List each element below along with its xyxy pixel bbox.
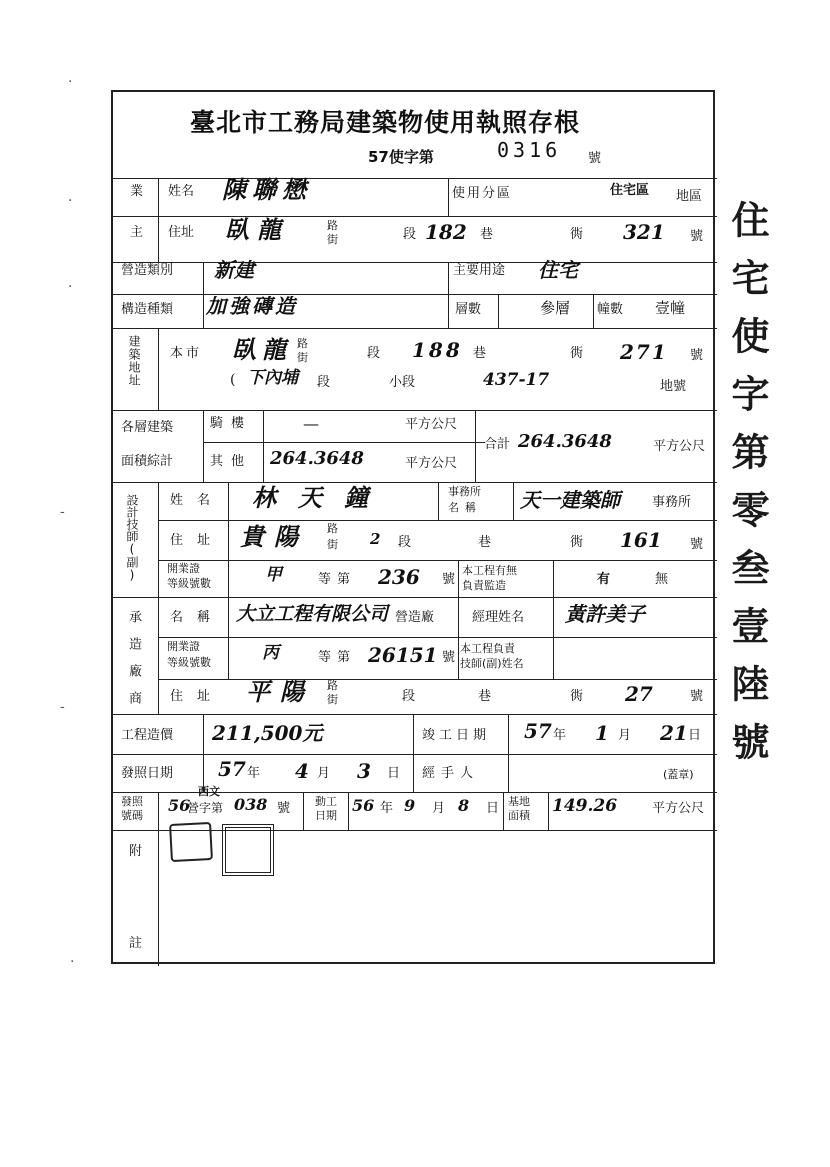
contractor-name-value: 大立工程有限公司 [236, 603, 389, 625]
contractor-license-label-2: 等級號數 [167, 656, 211, 669]
contractor-lane-label: 巷 [478, 689, 492, 704]
issue-month-label: 月 [317, 766, 331, 781]
issue-day-label: 日 [387, 766, 401, 781]
site-lot-value: 437-17 [483, 370, 550, 390]
owner-alley-label: 衖 [570, 227, 584, 242]
arcade-label: 騎樓 [210, 416, 253, 431]
zone-suffix: 地區 [676, 189, 703, 204]
scan-mark: - [60, 699, 65, 715]
start-month: 9 [404, 796, 416, 815]
owner-name-label: 姓名 [168, 184, 195, 199]
site-lane-value: 188 [412, 338, 463, 362]
seal-label: (蓋章) [663, 768, 694, 781]
designer-road-label: 路 [327, 522, 338, 535]
cost-value: 211,500元 [212, 721, 323, 745]
scan-mark: · [68, 193, 73, 209]
start-month-label: 月 [432, 801, 446, 816]
site-road-label: 路 [297, 337, 308, 350]
permit-note-value: 西文 [198, 785, 220, 798]
owner-name-value: 陳聯懋 [222, 175, 312, 204]
contractor-road-label: 路 [327, 679, 338, 692]
issue-year-label: 年 [247, 766, 261, 781]
issue-date-label: 發照日期 [121, 766, 174, 781]
start-year-label: 年 [380, 801, 394, 816]
designer-number-value: 161 [620, 528, 662, 552]
owner-section-label-2: 主 [130, 225, 144, 240]
office-suffix: 事務所 [652, 495, 692, 510]
scan-mark: · [70, 954, 75, 970]
arcade-value: — [303, 414, 319, 433]
floors-value: 參層 [540, 299, 571, 317]
permit-suffix: 號 [588, 151, 602, 166]
owner-street-label: 街 [327, 233, 338, 246]
area-label-2: 面積綜計 [121, 454, 174, 469]
site-address-label: 建築地址 [127, 335, 141, 387]
designer-license-label-2: 等級號數 [167, 577, 211, 590]
permit-label-1: 發照 [121, 795, 143, 808]
site-section-label: 段 [367, 346, 381, 361]
construction-type-value: 新建 [214, 258, 254, 282]
contractor-alley-label: 衖 [570, 689, 584, 704]
designer-address-label: 住址 [170, 533, 225, 548]
remarks-label-2: 註 [129, 936, 143, 951]
buildings-value: 壹幢 [655, 299, 686, 317]
completion-month: 1 [595, 721, 609, 745]
site-land-section-label: 段 [317, 375, 331, 390]
site-area-unit: 平方公尺 [652, 801, 705, 816]
completion-month-label: 月 [618, 728, 632, 743]
other-area-label: 其他 [210, 454, 253, 469]
zone-value: 住宅區 [610, 183, 650, 198]
site-area-value: 149.26 [552, 796, 618, 816]
contractor-license-suffix: 號 [442, 650, 456, 665]
structure-type-value: 加強磚造 [206, 294, 298, 318]
issue-year: 57 [218, 757, 246, 781]
tech-label-1: 本工程負責 [460, 642, 515, 655]
permit-prefix: 57使字第 [368, 148, 434, 166]
square-seal-stamp [222, 824, 274, 876]
supervise-value-2: 無 [655, 572, 669, 587]
designer-name-value: 林天鐘 [252, 483, 390, 512]
scan-mark: · [68, 279, 73, 295]
designer-section-value: 2 [370, 530, 381, 548]
contractor-license-number: 26151 [368, 643, 438, 667]
floors-label: 層數 [455, 302, 482, 317]
contractor-label: 承造廠商 [126, 610, 141, 718]
site-land-section-value: 下內埔 [247, 368, 298, 388]
contractor-address-label: 住址 [170, 689, 225, 704]
site-number-label: 號 [690, 348, 704, 363]
contractor-license-mid: 等第 [318, 650, 357, 665]
other-area-value: 264.3648 [270, 448, 364, 469]
designer-alley-label: 衖 [570, 535, 584, 550]
arcade-unit: 平方公尺 [405, 417, 458, 432]
start-label-2: 日期 [315, 809, 337, 822]
completion-year: 57 [524, 719, 552, 743]
owner-number-value: 321 [623, 220, 665, 244]
contractor-address-street: 平陽 [246, 677, 314, 706]
completion-day-label: 日 [688, 728, 702, 743]
contractor-license-grade: 丙 [262, 643, 279, 663]
designer-license-number: 236 [378, 565, 420, 589]
start-label-1: 動工 [315, 795, 337, 808]
contractor-number-label: 號 [690, 689, 704, 704]
owner-section-label-addr: 段 [403, 227, 417, 242]
site-number-value: 271 [620, 340, 668, 364]
site-lot-label: 地號 [660, 379, 687, 394]
designer-license-suffix: 號 [442, 572, 456, 587]
permit-type-label: 營字第 [187, 801, 224, 815]
site-lane-label: 巷 [473, 346, 487, 361]
other-area-unit: 平方公尺 [405, 456, 458, 471]
site-area-label-2: 面積 [508, 809, 530, 822]
scan-mark: - [60, 504, 65, 520]
designer-license-grade: 甲 [265, 565, 282, 585]
contractor-manager-value: 黃許美子 [565, 602, 645, 626]
owner-section-label: 業 [130, 184, 144, 199]
site-subsection-label: 小段 [389, 375, 416, 390]
office-label-2: 名稱 [448, 501, 482, 514]
permit-label-2: 號碼 [121, 809, 143, 822]
contractor-street-label: 街 [327, 693, 338, 706]
office-label-1: 事務所 [448, 485, 481, 498]
contractor-name-label: 名稱 [170, 610, 225, 625]
completion-label: 竣工日期 [422, 728, 491, 743]
area-label-1: 各層建築 [121, 420, 174, 435]
handler-label: 經手人 [422, 766, 480, 781]
main-use-label: 主要用途 [453, 263, 506, 278]
site-street-label: 街 [297, 351, 308, 364]
designer-license-mid: 等第 [318, 572, 357, 587]
designer-label: 設計技師(副) [125, 494, 139, 582]
designer-name-label: 姓名 [170, 493, 225, 508]
owner-lane-label: 巷 [480, 227, 494, 242]
remarks-label-1: 附 [129, 844, 143, 859]
main-use-value: 住宅 [538, 258, 578, 282]
permit-number-value: 038 [234, 795, 268, 814]
permit-year-value: 56 [168, 796, 191, 815]
issue-day: 3 [357, 759, 371, 783]
tech-label-2: 技師(副)姓名 [460, 657, 524, 670]
cost-label: 工程造價 [121, 728, 174, 743]
contractor-section-label: 段 [402, 689, 416, 704]
contractor-manager-label: 經理姓名 [472, 610, 525, 625]
completion-day: 21 [660, 721, 688, 745]
designer-number-label: 號 [690, 537, 704, 552]
site-area-label-1: 基地 [508, 795, 530, 808]
contractor-number-value: 27 [625, 682, 653, 706]
owner-address-label: 住址 [168, 225, 195, 240]
document-title: 臺北市工務局建築物使用執照存根 [190, 108, 581, 137]
scan-mark: · [68, 74, 73, 90]
structure-type-label: 構造種類 [121, 302, 174, 317]
site-street-value: 臥龍 [232, 335, 292, 364]
supervise-label-2: 負責監造 [462, 579, 506, 592]
completion-year-label: 年 [553, 728, 567, 743]
supervise-label-1: 本工程有無 [462, 564, 517, 577]
margin-side-text: 住宅使字第零叁壹陸號 [725, 200, 770, 780]
office-seal-stamp [169, 822, 213, 862]
owner-address-street: 臥龍 [225, 215, 289, 244]
buildings-label: 幢數 [597, 302, 624, 317]
total-area-value: 264.3648 [518, 431, 612, 452]
issue-month: 4 [295, 759, 309, 783]
start-year: 56 [352, 796, 375, 815]
total-area-label: 合計 [484, 437, 511, 452]
designer-license-label-1: 開業證 [167, 562, 200, 575]
zone-label: 使用分區 [452, 186, 513, 201]
construction-type-label: 營造類別 [121, 263, 174, 278]
designer-section-label: 段 [398, 535, 412, 550]
site-city-label: 本市 [170, 346, 203, 361]
start-day: 8 [458, 796, 470, 815]
owner-lane-value: 182 [425, 220, 467, 244]
supervise-value: 有 [597, 572, 611, 587]
total-area-unit: 平方公尺 [653, 439, 706, 454]
owner-road-label: 路 [327, 219, 338, 232]
contractor-name-suffix: 營造廠 [395, 610, 435, 625]
site-open-paren: ( [230, 372, 236, 388]
permit-number: 0316 [497, 138, 562, 162]
permit-number-suffix: 號 [277, 801, 291, 816]
owner-number-label: 號 [690, 229, 704, 244]
contractor-license-label-1: 開業證 [167, 640, 200, 653]
site-alley-label: 衖 [570, 346, 584, 361]
office-value: 天一建築師 [520, 488, 620, 512]
start-day-label: 日 [486, 801, 500, 816]
designer-address-street: 貴陽 [240, 522, 308, 551]
designer-street-label: 街 [327, 538, 338, 551]
designer-lane-label: 巷 [478, 535, 492, 550]
